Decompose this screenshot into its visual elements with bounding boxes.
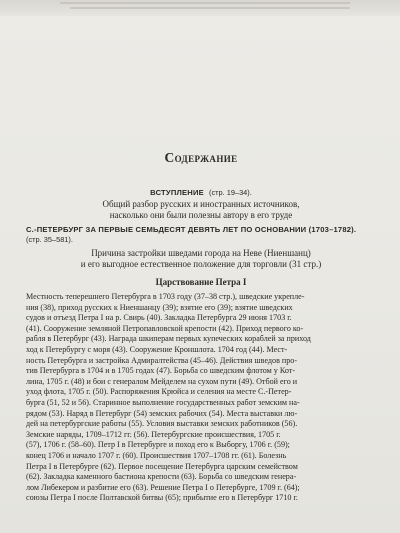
intro-section [26,180,376,221]
body-line: тив Петербурга в 1704 и в 1705 годах (47). Борьба со шведским флотом у Кот- [26,366,296,376]
spb-pages: (стр. 35–581). [26,235,73,244]
body-line: конец 1706 и начало 1707 г. (60). Происшествия 1707–1708 гг. (61). Болезнь [26,450,287,460]
body-line: союзы Петра I после Полтавской битвы (65); прибытие его в Петербург 1710 г. [26,493,298,503]
table-of-contents [26,150,376,504]
body-line: судов и отъезд Петра I на р. Свирь (40). Закладка Петербурга 29 июня 1703 г. [26,313,292,323]
body-line: ность Петербурга и застройка Адмиралтейства (45–46). Действия шведов про- [26,355,298,365]
intro-subtitle-line: Общий разбор русских и иностранных источников, [102,199,300,209]
faded-text-line [60,2,350,4]
spb-subtitle-line: и его выгодное естественное положение для торговли (31 стр.) [80,259,322,269]
body-line: уход флота, 1705 г. (50). Распоряжения Крюйса и селения на месте С.-Петер- [26,387,292,397]
body-line: Земские наряды, 1709–1712 гг. (56). Петербургские происшествия, 1705 г. [26,429,281,439]
body-paragraph [26,292,376,504]
spb-section [26,225,376,270]
reign-heading: Царствование Петра I [155,277,247,287]
body-line: (57), 1706 г. (58–60). Петр I в Петербурге и поход его к Выборгу, 1706 г. (59); [26,440,290,450]
intro-heading: ВСТУПЛЕНИЕ [150,188,204,197]
spb-subtitle-line: Причина застройки шведами города на Неве (Ниеншанц) [91,248,311,258]
spb-heading: С.-ПЕТЕРБУРГ ЗА ПЕРВЫЕ СЕМЬДЕСЯТ ДЕВЯТЬ ЛЕТ ПО ОСНОВАНИИ (1703–1782). [26,225,357,234]
body-line: ход к Петербургу с моря (43). Сооружение Кроншлота. 1704 год (44). Мест- [26,344,288,354]
body-line: бурга (51, 52 и 56). Старинное выполнение государственных работ земским на- [26,397,300,407]
page-title: Содержание [164,150,238,165]
body-line: дей на петербургские работы (55). Условия выставки земских работников (56). [26,419,298,429]
body-line: рядом (53). Наряд в Петербург (54) земских рабочих (54). Места выставки лю- [26,408,298,418]
body-line: Местность теперешнего Петербурга в 1703 году (37–38 стр.), шведские укрепле- [26,292,305,301]
body-line: (62). Закладка каменного бастиона крепости (63). Борьба со шведским генера- [26,472,297,482]
body-line: (41). Сооружение земляной Петропавловской крепости (42). Приход первого ко- [26,323,304,333]
intro-subtitle-line: насколько они были полезны автору в его труде [109,210,293,220]
intro-pages: (стр. 19–34). [208,188,252,197]
body-line: рабля в Петербург (43). Награда шкиперам первых купеческих кораблей за приход [26,334,311,344]
body-line: ния (38), приход русских к Ниеншанцу (39); взятие его (39); взятие шведских [26,302,293,312]
previous-page-edge [0,0,400,16]
body-line: лом Либекером и разбитие его (63). Решение Петра I о Петербурге, 1709 г. (64); [26,482,300,492]
body-line: Петра I в Петербурге (62). Первое посещение Петербурга царским семейством [26,461,298,471]
faded-text-line [70,7,350,9]
body-line: лина, 1705 г. (48) и бои с генералом Мейделем на сухом пути (49). Отбой его и [26,376,298,386]
